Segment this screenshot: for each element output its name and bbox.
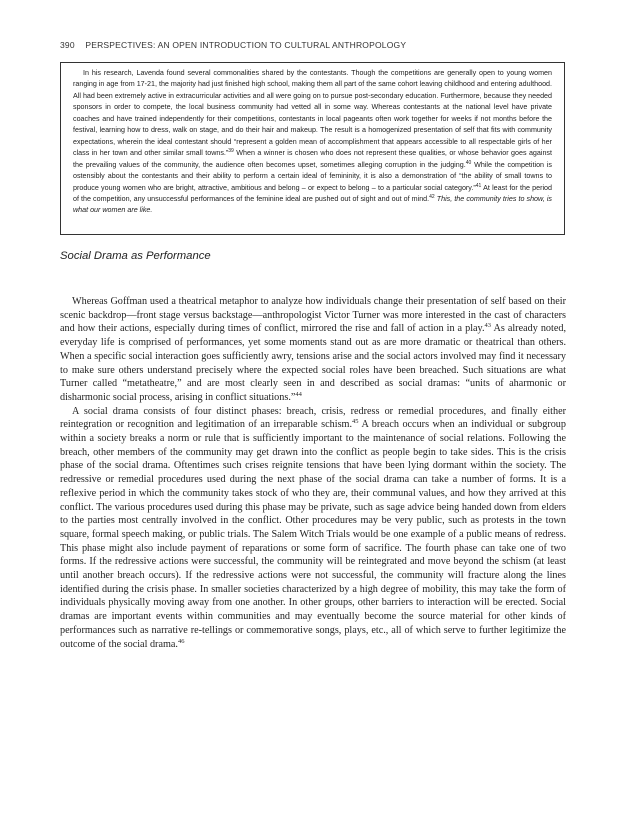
paragraph-text: As already noted, everyday life is comprised of performances, yet some moments stand out as are more dramatic or theatrical than others. When a specific social interaction goes sufficiently awry, tensions arise and the social actors involved may find it necessary to make sure others understand precisely where the expected social roles have been breached. Such situations are what Turner called “metatheatre,” and are most clearly seen in and described as social dramas: “units of aharmonic or disharmonic social process, arising in conflict situations.”: [60, 323, 566, 403]
footnote-ref[interactable]: 44: [295, 390, 302, 398]
page-number: 390: [60, 40, 75, 50]
body-paragraph: [60, 295, 566, 405]
footnote-ref[interactable]: 46: [177, 637, 185, 645]
running-title: PERSPECTIVES: AN OPEN INTRODUCTION TO CULTURAL ANTHROPOLOGY: [85, 40, 407, 50]
callout-text: When a winner is chosen who does not represent these qualities, or whose behavior goes against the prevailing values of the community, the audience often becomes upset, sometimes alleging corruption in the judging.: [73, 149, 552, 169]
footnote-ref[interactable]: 41: [475, 182, 482, 189]
callout-text: While the competition is ostensibly about the contestants and their ability to perform a certain ideal of femininity, it is also a demonstration of “the ability of small towns to produce young women who are bright, attractive, ambitious and belong – or expect to belong – to a particular social category.”: [73, 160, 552, 192]
callout-paragraph: [73, 68, 552, 217]
callout-box: [60, 62, 565, 235]
footnote-ref[interactable]: 40: [465, 159, 472, 166]
callout-text: At least for the period of the competition, any unsuccessful performances of the feminine ideal are pushed out of sight and out of mind.: [73, 183, 553, 203]
section-heading: Social Drama as Performance: [60, 250, 211, 262]
callout-text: In his research, Lavenda found several commonalities shared by the contestants. Though the competitions are generally open to young women ranging in age from 17-21, the majority had just finished high school, making them all part of the same cohort leaving childhood and entering adulthood. All had been extremely active in extracurricular activities and all were going on to pursue post-secondary education. Furthermore, because they needed sponsors in order to compete, the local business community had vetted all in some way. Whereas contestants at the national level have private coaches and have trained independently for their competitions, contestants in local pageants often work together for weeks if not months before the festival, learning how to dress, walk on stage, and do their hair and makeup. The result is a homogenized presentation of self that fits with community expectations, wherein the ideal contestant should “represent a golden mean of accomplishment that appears accessible to all respectable girls of her class in her town and other similar small towns.”: [73, 69, 552, 158]
paragraph-text: A social drama consists of four distinct phases: breach, crisis, redress or remedial procedures, and finally either reintegration or recognition and legitimation of an irreparable schism.: [60, 405, 566, 431]
running-header: [60, 40, 406, 50]
footnote-ref[interactable]: 45: [352, 418, 359, 426]
callout-closing: This, the community tries to show, is what our women are like.: [73, 194, 553, 215]
body-paragraph: [60, 405, 566, 652]
footnote-ref[interactable]: 43: [484, 322, 492, 330]
paragraph-text: Whereas Goffman used a theatrical metaphor to analyze how individuals change their presentation of self based on their scenic backdrop—front stage versus backstage—anthropologist Victor Turner was more interested in the cast of characters and how their actions, especially during times of conflict, mirrored the rise and fall of action in a play.: [60, 296, 566, 335]
paragraph-text: A breach occurs when an individual or subgroup within a society breaks a norm or rule that is sufficiently important to the maintenance of social relations. Following the breach, other members of the community may get drawn into the conflict as people begin to take sides. This is the crisis phase of the social drama. Oftentimes such crises reignite tensions that have been lying dormant within the society. The redressive or remedial procedures used during the next phase of the social drama can take a number of forms. It is a reflexive period in which the community takes stock of who they are, their communal values, and how they arrived at this conflict. The various procedures used during this phase may be private, such as sage advice being handed down from elders to the parties most centrally involved in the conflict. Other procedures may be very public, such as protests in the town square, formal speech making, or public trials. The Salem Witch Trials would be one example of a public means of redress. This phase might also include payment of reparations or some form of sacrifice. The fourth phase can take one of two forms. If the redressive actions were successful, the community will be reintegrated and move beyond the schism (at least until another breach occurs). If the redressive actions were not successful, the community will fracture along the lines identified during the crisis phase. In smaller societies characterized by a high degree of mobility, this may take the form of individuals physically moving away from one another. In other groups, other barriers to interaction will be erected. Social dramas are important events within communities and may eventually become the source material for other kinds of performances such as narrative re-tellings or commemorative songs, plays, etc., all of which serve to further legitimize the outcome of the social drama.: [60, 419, 566, 650]
body-text: [60, 295, 566, 651]
footnote-ref[interactable]: 39: [228, 148, 234, 155]
footnote-ref[interactable]: 42: [429, 193, 435, 200]
